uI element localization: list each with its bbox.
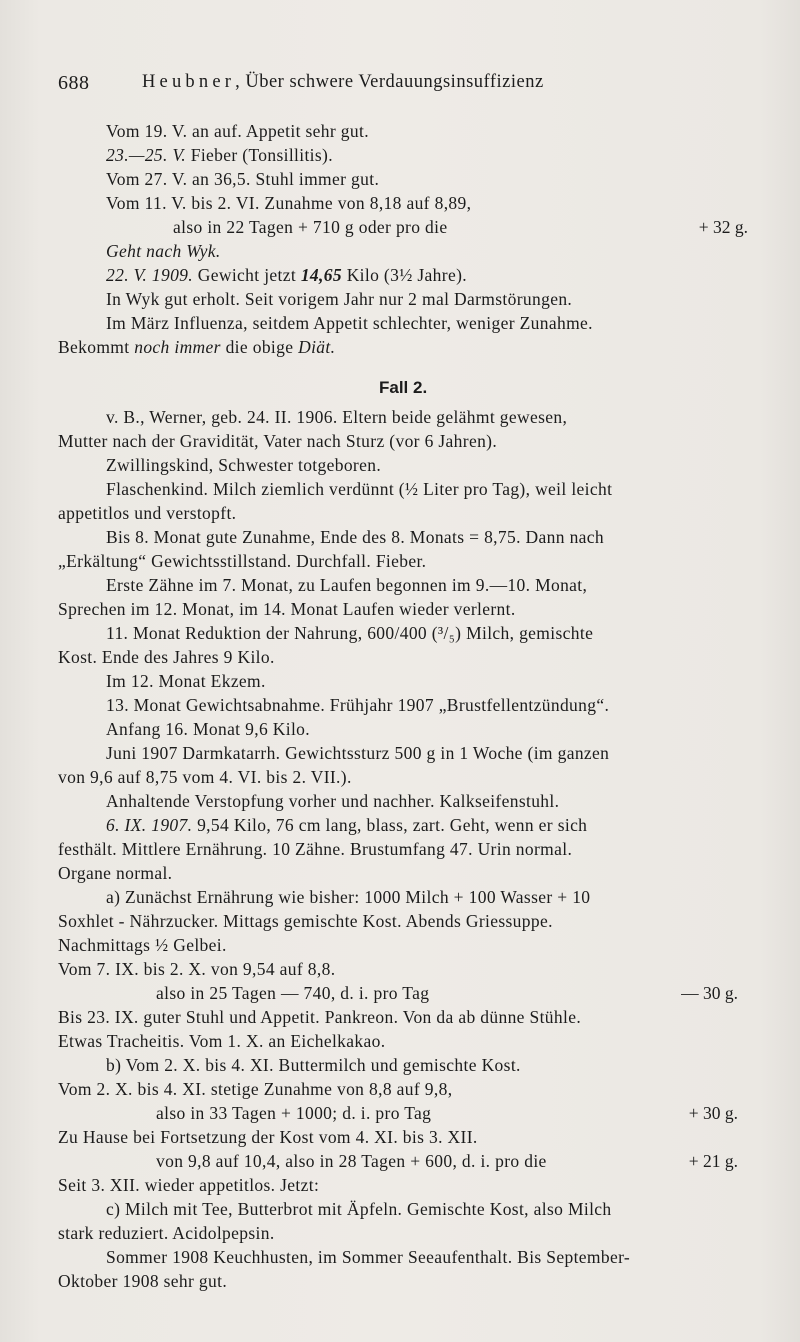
text-line: Bis 23. IX. guter Stuhl und Appetit. Pankreon. Von da ab dünne Stühle. bbox=[58, 1007, 582, 1027]
text-line: Vom 19. V. an auf. Appetit sehr gut. bbox=[106, 121, 369, 141]
text-line: b) Vom 2. X. bis 4. XI. Buttermilch und gemischte Kost. bbox=[106, 1055, 521, 1075]
text-line: von 9,8 auf 10,4, also in 28 Tagen + 600, d. i. pro die bbox=[156, 1151, 547, 1171]
header-title: , Über schwere Verdauungsinsuffizienz bbox=[235, 72, 544, 92]
text-line: Bekommt noch immer die obige Diät. bbox=[58, 337, 336, 357]
text-line: Erste Zähne im 7. Monat, zu Laufen begonnen im 9.—10. Monat, bbox=[106, 575, 588, 595]
text-line: Vom 11. V. bis 2. VI. Zunahme von 8,18 auf 8,89, bbox=[106, 193, 472, 213]
text-line: also in 33 Tagen + 1000; d. i. pro Tag bbox=[156, 1103, 432, 1123]
text-line: also in 25 Tagen — 740, d. i. pro Tag bbox=[156, 983, 430, 1003]
running-header bbox=[142, 72, 544, 93]
text-line: Geht nach Wyk. bbox=[106, 241, 221, 261]
text-line: Zu Hause bei Fortsetzung der Kost vom 4. XI. bis 3. XII. bbox=[58, 1127, 478, 1147]
text-line: 11. Monat Reduktion der Nahrung, 600/400 (³/₅) Milch, gemischte bbox=[106, 623, 594, 643]
text-line: Oktober 1908 sehr gut. bbox=[58, 1271, 228, 1291]
text-line: also in 22 Tagen + 710 g oder pro die bbox=[173, 217, 448, 237]
text-line: In Wyk gut erholt. Seit vorigem Jahr nur 2 mal Darmstörungen. bbox=[106, 289, 573, 309]
right-value: — 30 g. bbox=[681, 983, 738, 1003]
text-line: Vom 27. V. an 36,5. Stuhl immer gut. bbox=[106, 169, 380, 189]
text-line: Anfang 16. Monat 9,6 Kilo. bbox=[106, 719, 311, 739]
text-line: 23.—25. V. Fieber (Tonsillitis). bbox=[106, 145, 333, 165]
text-line: Kost. Ende des Jahres 9 Kilo. bbox=[58, 647, 275, 667]
text-line: a) Zunächst Ernährung wie bisher: 1000 Milch + 100 Wasser + 10 bbox=[106, 887, 591, 907]
text-line: Im März Influenza, seitdem Appetit schlechter, weniger Zunahme. bbox=[106, 313, 593, 333]
text-line: stark reduziert. Acidolpepsin. bbox=[58, 1223, 275, 1243]
text-line: Seit 3. XII. wieder appetitlos. Jetzt: bbox=[58, 1175, 320, 1195]
text-line: „Erkältung“ Gewichtsstillstand. Durchfall. Fieber. bbox=[58, 551, 427, 571]
section-heading: Fall 2. bbox=[379, 378, 428, 397]
text-line: Juni 1907 Darmkatarrh. Gewichtssturz 500 g in 1 Woche (im ganzen bbox=[106, 743, 610, 763]
right-value: + 32 g. bbox=[698, 217, 748, 237]
text-line: Flaschenkind. Milch ziemlich verdünnt (½ Liter pro Tag), weil leicht bbox=[106, 479, 613, 499]
text-line: Sommer 1908 Keuchhusten, im Sommer Seeaufenthalt. Bis September- bbox=[106, 1247, 631, 1267]
text-line: Sprechen im 12. Monat, im 14. Monat Laufen wieder verlernt. bbox=[58, 599, 516, 619]
right-value: + 30 g. bbox=[688, 1103, 738, 1123]
text-line: von 9,6 auf 8,75 vom 4. VI. bis 2. VII.). bbox=[58, 767, 352, 787]
text-line: 13. Monat Gewichtsabnahme. Frühjahr 1907 „Brustfellentzündung“. bbox=[106, 695, 610, 715]
text-line: Anhaltende Verstopfung vorher und nachher. Kalkseifenstuhl. bbox=[106, 791, 560, 811]
text-line: Organe normal. bbox=[58, 863, 173, 883]
text-line: Zwillingskind, Schwester totgeboren. bbox=[106, 455, 382, 475]
text-line: Mutter nach der Gravidität, Vater nach Sturz (vor 6 Jahren). bbox=[58, 431, 498, 451]
text-line: Vom 7. IX. bis 2. X. von 9,54 auf 8,8. bbox=[58, 959, 336, 979]
text-line: Soxhlet - Nährzucker. Mittags gemischte Kost. Abends Griessuppe. bbox=[58, 911, 553, 931]
text-line: v. B., Werner, geb. 24. II. 1906. Eltern beide gelähmt gewesen, bbox=[106, 407, 568, 427]
text-line: Im 12. Monat Ekzem. bbox=[106, 671, 266, 691]
text-line: Nachmittags ½ Gelbei. bbox=[58, 935, 227, 955]
text-line: Bis 8. Monat gute Zunahme, Ende des 8. Monats = 8,75. Dann nach bbox=[106, 527, 605, 547]
right-value: + 21 g. bbox=[688, 1151, 738, 1171]
text-line: 22. V. 1909. Gewicht jetzt 14,65 Kilo (3½ Jahre). bbox=[106, 265, 467, 285]
text-line: Vom 2. X. bis 4. XI. stetige Zunahme von 8,8 auf 9,8, bbox=[58, 1079, 453, 1099]
header-author: Heubner bbox=[142, 72, 236, 92]
text-line: Etwas Tracheitis. Vom 1. X. an Eichelkakao. bbox=[58, 1031, 386, 1051]
text-line: festhält. Mittlere Ernährung. 10 Zähne. Brustumfang 47. Urin normal. bbox=[58, 839, 573, 859]
text-line: c) Milch mit Tee, Butterbrot mit Äpfeln. Gemischte Kost, also Milch bbox=[106, 1199, 612, 1219]
text-line: 6. IX. 1907. 9,54 Kilo, 76 cm lang, blass, zart. Geht, wenn er sich bbox=[106, 815, 588, 835]
page-number: 688 bbox=[58, 72, 90, 94]
text-line: appetitlos und verstopft. bbox=[58, 503, 237, 523]
